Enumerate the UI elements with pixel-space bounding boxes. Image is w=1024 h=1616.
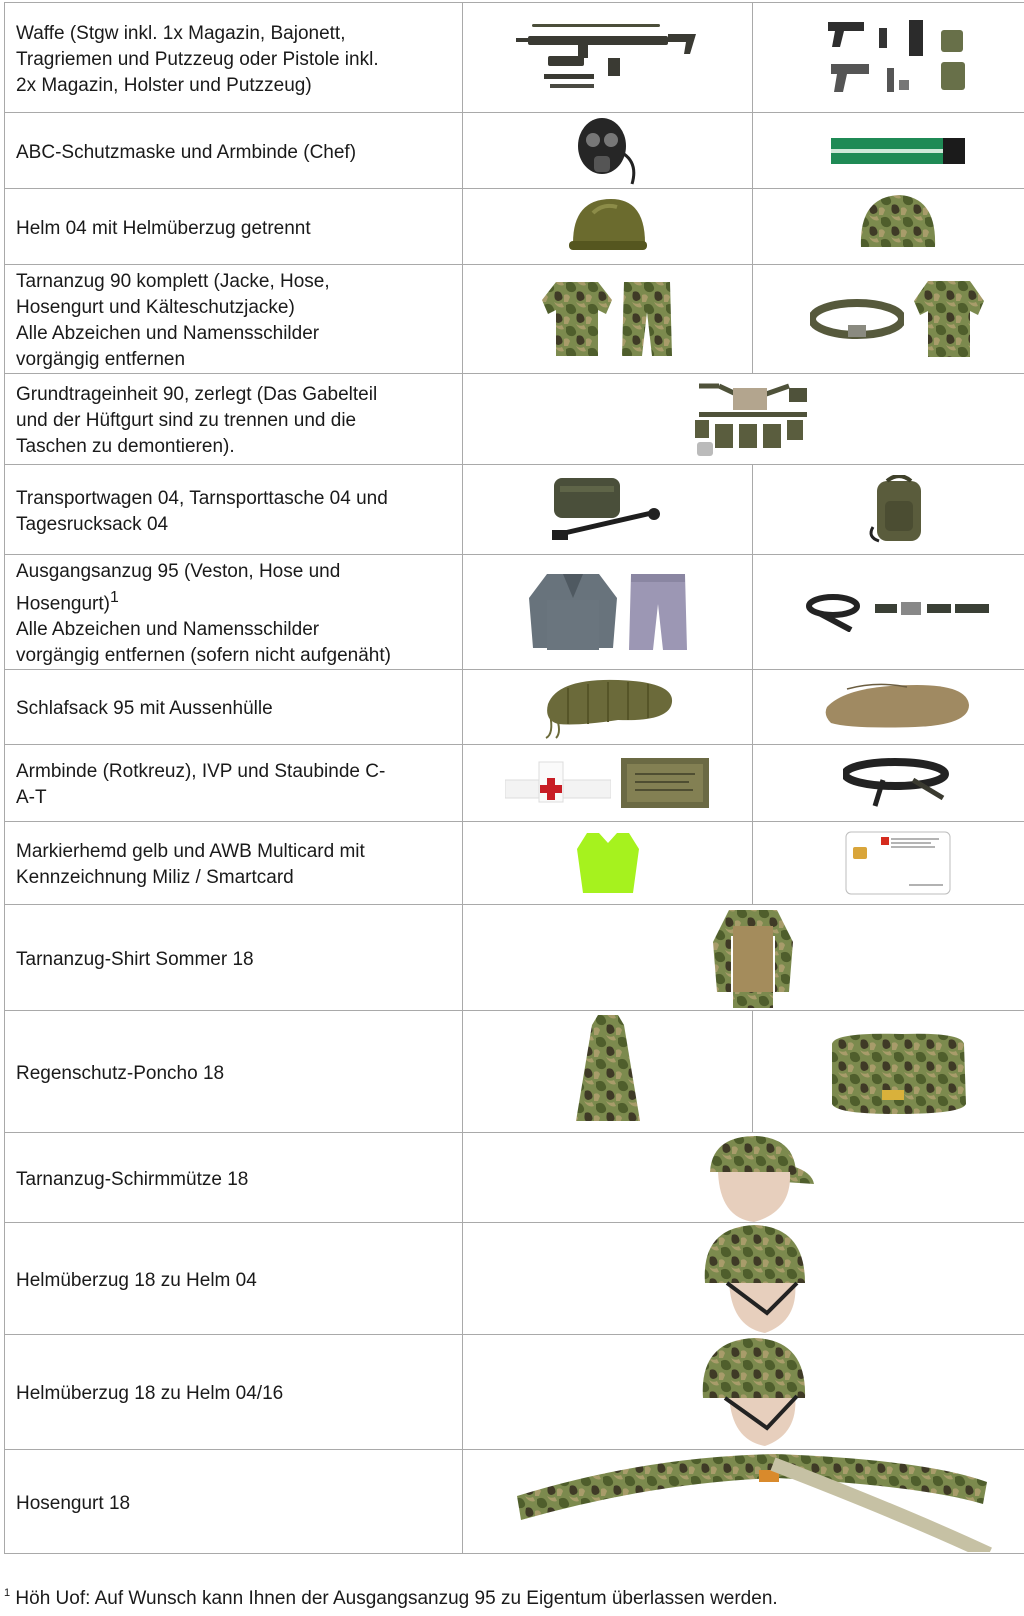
table-row <box>5 189 1024 265</box>
item-image-cell <box>753 1011 1024 1133</box>
helmet-cover-1816-icon <box>697 1336 809 1448</box>
item-image-cell <box>753 822 1024 905</box>
item-image-cell <box>753 555 1024 670</box>
item-image-cell <box>463 113 753 189</box>
table-row <box>5 555 1024 670</box>
item-description-cell <box>5 1223 463 1335</box>
item-image-cell <box>753 465 1024 555</box>
item-description-cell <box>5 1133 463 1223</box>
bivy-cover-icon <box>823 679 973 735</box>
table-row <box>5 1011 1024 1133</box>
table-row <box>5 113 1024 189</box>
item-image-cell <box>463 1133 1024 1223</box>
item-image-cell <box>463 905 1024 1011</box>
item-image-cell <box>463 265 753 374</box>
item-description: Tarnanzug 90 komplett (Jacke, Hose, Hosengurt und Kälteschutzjacke) Alle Abzeichen und Namensschilder vorgängig entfernen <box>16 271 330 370</box>
item-description: Helmüberzug 18 zu Helm 04/16 <box>16 1383 284 1405</box>
item-description: Hosengurt 18 <box>16 1492 131 1514</box>
tourniquet-icon <box>843 756 953 810</box>
item-image-cell <box>753 745 1024 822</box>
item-description: Tarnanzug-Schirmmütze 18 <box>16 1168 249 1190</box>
item-description-cell <box>5 465 463 555</box>
dress-belt-icon <box>805 592 991 632</box>
item-description-cell <box>5 1335 463 1450</box>
dress-jacket-icon <box>527 572 619 652</box>
item-image-cell <box>463 1011 753 1133</box>
item-image-cell <box>463 189 753 265</box>
item-image-cell <box>753 113 1024 189</box>
dress-trousers-icon <box>627 572 689 652</box>
item-description-cell <box>5 374 463 465</box>
belt-roll-icon <box>810 299 904 339</box>
daypack-icon <box>867 475 929 545</box>
footnote-text: Höh Uof: Auf Wunsch kann Ihnen der Ausgangsanzug 95 zu Eigentum überlassen werden. <box>10 1588 778 1609</box>
table-row <box>5 1133 1024 1223</box>
item-image-cell <box>753 670 1024 745</box>
item-description-cell <box>5 822 463 905</box>
table-row <box>5 745 1024 822</box>
smartcard-icon <box>845 831 951 895</box>
item-description: Helm 04 mit Helmüberzug getrennt <box>16 217 311 239</box>
item-image-cell <box>463 745 753 822</box>
item-description-cell <box>5 555 463 670</box>
footnote <box>4 1587 778 1611</box>
item-description: Waffe (Stgw inkl. 1x Magazin, Bajonett, Tragriemen und Putzzeug oder Pistole inkl. 2x Magazin, Holster und Putzzeug) <box>16 22 379 96</box>
item-description-cell <box>5 1011 463 1133</box>
item-image-cell <box>463 3 753 113</box>
item-description-cell <box>5 1450 463 1554</box>
transport-bag-trolley-icon <box>550 474 666 546</box>
helmet-cover-18-icon <box>697 1223 809 1335</box>
item-image-cell <box>463 822 753 905</box>
cold-jacket-icon <box>912 279 986 359</box>
poncho-icon <box>572 1013 644 1131</box>
footnote-marker: 1 <box>4 1587 11 1599</box>
equipment-table <box>4 2 1024 1554</box>
table-row <box>5 670 1024 745</box>
camo-trousers-icon <box>620 280 674 358</box>
item-image-cell <box>753 3 1024 113</box>
item-description: Regenschutz-Poncho 18 <box>16 1062 225 1084</box>
table-row <box>5 905 1024 1011</box>
gas-mask-icon <box>568 114 648 188</box>
item-description: Transportwagen 04, Tarnsporttasche 04 und Tagesrucksack 04 <box>16 487 388 535</box>
item-description: Armbinde (Rotkreuz), IVP und Staubinde C- A-T <box>16 761 386 809</box>
table-row <box>5 265 1024 374</box>
item-image-cell <box>463 1450 1024 1554</box>
table-row <box>5 465 1024 555</box>
camo-jacket-icon <box>542 280 612 358</box>
item-image-cell <box>463 465 753 555</box>
load-bearing-kit-icon <box>693 380 813 458</box>
item-description-cell <box>5 905 463 1011</box>
item-description-cell <box>5 265 463 374</box>
item-description: ABC-Schutzmaske und Armbinde (Chef) <box>16 141 357 163</box>
marker-vest-icon <box>573 831 643 895</box>
item-description: Ausgangsanzug 95 (Veston, Hose und Hosengurt) <box>16 561 341 615</box>
pistol-kit-icon <box>823 18 973 98</box>
camo-cap-icon <box>688 1132 818 1224</box>
helmet-icon <box>567 197 649 257</box>
item-description: Grundtrageinheit 90, zerlegt (Das Gabelteil und der Hüftgurt sind zu trennen und die Taschen zu demontieren). <box>16 384 378 457</box>
item-description-note: Alle Abzeichen und Namensschilder vorgängig entfernen (sofern nicht aufgenäht) <box>16 619 391 667</box>
table-row <box>5 1335 1024 1450</box>
equipment-table-container <box>4 2 1022 1554</box>
item-description: Helmüberzug 18 zu Helm 04 <box>16 1269 257 1291</box>
item-image-cell <box>463 1223 1024 1335</box>
item-description-cell <box>5 3 463 113</box>
first-aid-pack-icon <box>619 756 711 810</box>
item-description-cell <box>5 670 463 745</box>
item-image-cell <box>463 374 1024 465</box>
item-image-cell <box>753 265 1024 374</box>
green-armband-icon <box>831 138 965 164</box>
item-image-cell <box>463 670 753 745</box>
table-row <box>5 374 1024 465</box>
table-row <box>5 3 1024 113</box>
item-description: Tarnanzug-Shirt Sommer 18 <box>16 948 254 970</box>
item-description-cell <box>5 113 463 189</box>
item-description: Markierhemd gelb und AWB Multicard mit Kennzeichnung Miliz / Smartcard <box>16 841 365 889</box>
item-image-cell <box>753 189 1024 265</box>
item-description-cell <box>5 189 463 265</box>
footnote-reference: 1 <box>110 589 119 606</box>
camo-belt-icon <box>513 1452 993 1552</box>
poncho-pouch-icon <box>826 1028 970 1116</box>
camo-helmet-cover-icon <box>857 193 939 261</box>
item-image-cell <box>463 555 753 670</box>
table-row <box>5 822 1024 905</box>
table-row <box>5 1450 1024 1554</box>
camo-shirt-icon <box>713 906 793 1010</box>
item-description-cell <box>5 745 463 822</box>
sleeping-bag-icon <box>538 674 678 740</box>
item-image-cell <box>463 1335 1024 1450</box>
red-cross-armband-icon <box>505 760 611 806</box>
item-description: Schlafsack 95 mit Aussenhülle <box>16 698 273 720</box>
rifle-kit-icon <box>508 22 708 94</box>
table-row <box>5 1223 1024 1335</box>
